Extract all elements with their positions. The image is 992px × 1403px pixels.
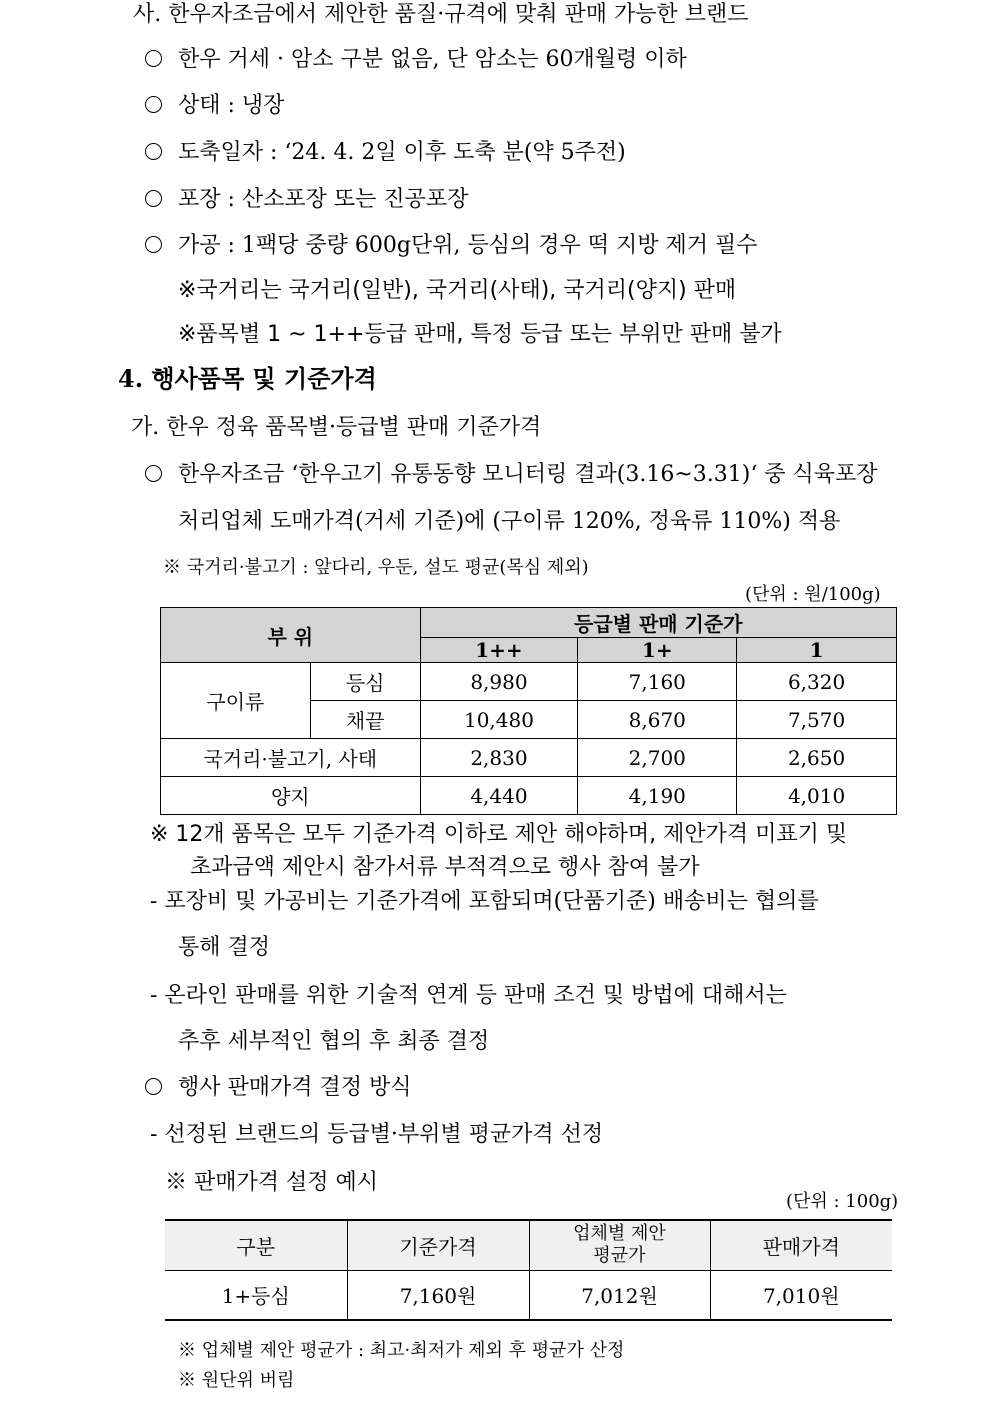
header-cell: 구분 bbox=[165, 1220, 347, 1270]
price-cell: 7,570 bbox=[737, 701, 897, 739]
header-grade: 1 bbox=[737, 638, 897, 663]
bullet-item bbox=[145, 91, 284, 121]
unit-label: (단위 : 100g) bbox=[786, 1191, 899, 1212]
section-sa-title: 사. 한우자조금에서 제안한 품질·규격에 맞춰 판매 가능한 브랜드 bbox=[133, 2, 749, 27]
bullet-text: 상태 : 냉장 bbox=[178, 93, 285, 118]
bullet-text: 도축일자 : ‘24. 4. 2일 이후 도축 분(약 5주전) bbox=[178, 140, 626, 165]
subsection-ga-title: 가. 한우 정육 품목별·등급별 판매 기준가격 bbox=[131, 415, 542, 440]
part-cell: 양지 bbox=[161, 777, 421, 815]
footnote: ※ 업체별 제안 평균가 : 최고·최저가 제외 후 평균가 산정 bbox=[178, 1340, 625, 1361]
price-cell: 7,160 bbox=[578, 663, 737, 701]
bullet-item bbox=[145, 231, 757, 261]
table-row bbox=[161, 777, 897, 815]
bullet-item bbox=[145, 185, 468, 215]
header-cell bbox=[529, 1220, 710, 1270]
circle-bullet-icon bbox=[145, 190, 162, 207]
dash-item: - 선정된 브랜드의 등급별·부위별 평균가격 선정 bbox=[150, 1122, 604, 1147]
bullet-continuation: 처리업체 도매가격(거세 기준)에 (구이류 120%, 정육류 110%) 적용 bbox=[178, 509, 841, 534]
dash-continuation: 추후 세부적인 협의 후 최종 결정 bbox=[178, 1029, 490, 1054]
circle-bullet-icon bbox=[145, 50, 162, 67]
bullet-text: 행사 판매가격 결정 방식 bbox=[178, 1075, 412, 1100]
example-table bbox=[165, 1219, 892, 1321]
table-row bbox=[161, 739, 897, 777]
unit-label: (단위 : 원/100g) bbox=[745, 584, 881, 605]
price-cell: 2,830 bbox=[420, 739, 578, 777]
bullet-item bbox=[145, 138, 626, 168]
data-cell: 7,160원 bbox=[347, 1270, 529, 1320]
price-cell: 4,190 bbox=[578, 777, 737, 815]
part-cell: 채끝 bbox=[310, 701, 420, 739]
note-line: ※ 판매가격 설정 예시 bbox=[165, 1170, 378, 1195]
bullet-text: 한우자조금 ‘한우고기 유통동향 모니터링 결과(3.16~3.31)‘ 중 식육포장 bbox=[178, 462, 878, 487]
note-line: ※품목별 1 ~ 1++등급 판매, 특정 등급 또는 부위만 판매 불가 bbox=[178, 322, 782, 347]
header-line: 평균가 bbox=[593, 1245, 646, 1267]
bullet-item bbox=[145, 460, 878, 490]
price-cell: 2,650 bbox=[737, 739, 897, 777]
header-part: 부 위 bbox=[161, 608, 421, 663]
dash-continuation: 통해 결정 bbox=[178, 935, 271, 960]
price-cell: 4,010 bbox=[737, 777, 897, 815]
header-line: 업체별 제안 bbox=[573, 1223, 666, 1245]
price-cell: 8,670 bbox=[578, 701, 737, 739]
bullet-item bbox=[145, 45, 687, 75]
circle-bullet-icon bbox=[145, 96, 162, 113]
bullet-item bbox=[145, 1073, 412, 1103]
note-line: ※ 12개 품목은 모두 기준가격 이하로 제안 해야하며, 제안가격 미표기 및 bbox=[150, 822, 848, 847]
note-line: ※국거리는 국거리(일반), 국거리(사태), 국거리(양지) 판매 bbox=[178, 278, 737, 303]
price-cell: 2,700 bbox=[578, 739, 737, 777]
data-cell: 7,012원 bbox=[529, 1270, 710, 1320]
bullet-text: 포장 : 산소포장 또는 진공포장 bbox=[178, 187, 469, 212]
circle-bullet-icon bbox=[145, 236, 162, 253]
bullet-text: 가공 : 1팩당 중량 600g단위, 등심의 경우 떡 지방 제거 필수 bbox=[178, 233, 758, 258]
table-row bbox=[161, 663, 897, 701]
header-cell: 기준가격 bbox=[347, 1220, 529, 1270]
bullet-text: 한우 거세 · 암소 구분 없음, 단 암소는 60개월령 이하 bbox=[178, 47, 687, 72]
price-cell: 4,440 bbox=[420, 777, 578, 815]
price-cell: 10,480 bbox=[420, 701, 578, 739]
dash-item: - 포장비 및 가공비는 기준가격에 포함되며(단품기준) 배송비는 협의를 bbox=[150, 889, 819, 914]
header-grade: 1+ bbox=[578, 638, 737, 663]
dash-item: - 온라인 판매를 위한 기술적 연계 등 판매 조건 및 방법에 대해서는 bbox=[150, 983, 787, 1008]
header-grade-group: 등급별 판매 기준가 bbox=[420, 608, 896, 638]
note-line: ※ 국거리·불고기 : 앞다리, 우둔, 설도 평균(목심 제외) bbox=[163, 557, 589, 578]
circle-bullet-icon bbox=[145, 1078, 162, 1095]
note-line: 초과금액 제안시 참가서류 부적격으로 행사 참여 불가 bbox=[190, 855, 700, 880]
price-cell: 8,980 bbox=[420, 663, 578, 701]
data-cell: 1+등심 bbox=[165, 1270, 347, 1320]
header-grade: 1++ bbox=[420, 638, 578, 663]
data-cell: 7,010원 bbox=[710, 1270, 892, 1320]
footnote: ※ 원단위 버림 bbox=[178, 1370, 295, 1391]
part-cell: 등심 bbox=[310, 663, 420, 701]
section-4-heading: 4. 행사품목 및 기준가격 bbox=[118, 364, 377, 393]
price-table bbox=[160, 607, 897, 815]
part-cell: 국거리·불고기, 사태 bbox=[161, 739, 421, 777]
table-row bbox=[165, 1270, 892, 1320]
header-cell: 판매가격 bbox=[710, 1220, 892, 1270]
group-label: 구이류 bbox=[161, 663, 311, 739]
circle-bullet-icon bbox=[145, 465, 162, 482]
circle-bullet-icon bbox=[145, 143, 162, 160]
price-cell: 6,320 bbox=[737, 663, 897, 701]
